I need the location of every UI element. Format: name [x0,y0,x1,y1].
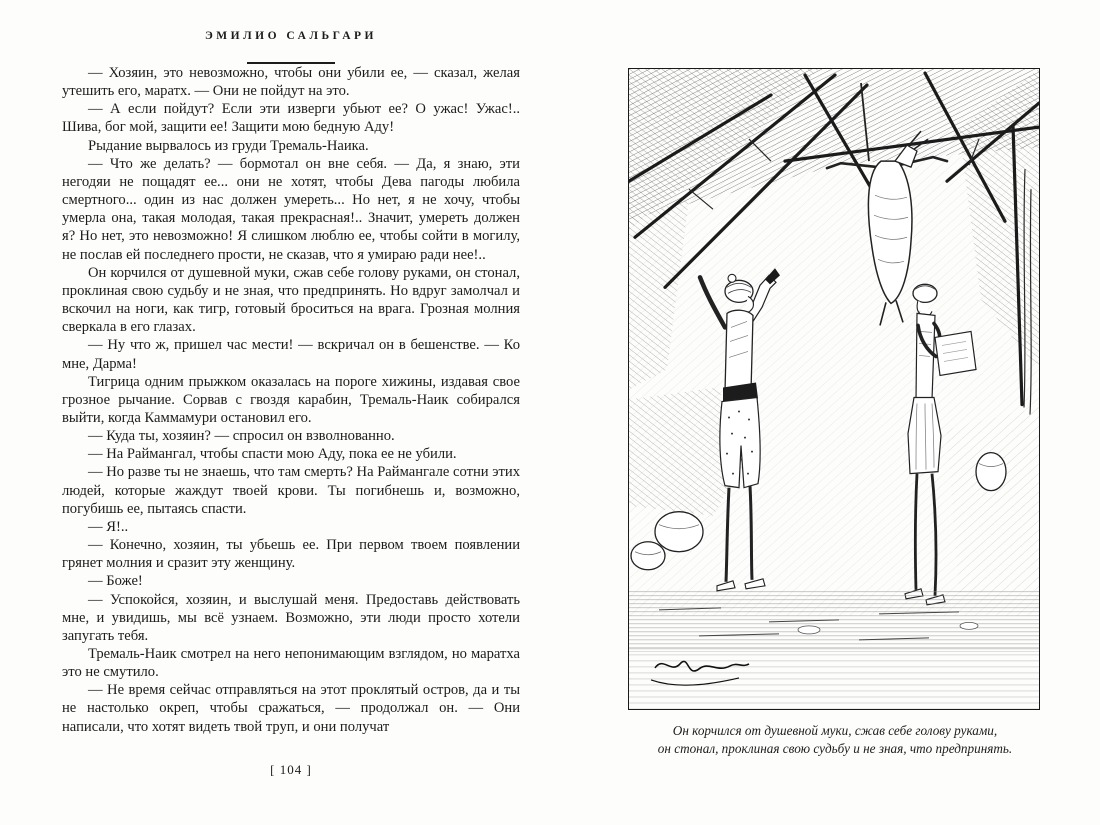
paragraph: — Не время сейчас отправляться на этот проклятый остров, да и ты не настолько окреп, чтобы сражаться, — продолжал он. — Они написали, что хотят видеть твой труп, и они получат [62,682,520,735]
running-head: ЭМИЛИО САЛЬГАРИ [205,30,377,42]
right-page [550,0,1100,825]
caption-line: он стонал, проклиная свою судьбу и не зная, что предпринять. [657,740,1013,756]
paragraph: — Я!.. [88,518,129,535]
paragraph: — На Раймангал, чтобы спасти мою Аду, пока ее не убили. [88,446,457,463]
paragraph: — А если пойдут? Если эти изверги убьют ее? О ужас! Ужас!.. Шива, бог мой, защити ее! Защити мою бедную Аду! [62,101,520,136]
paragraph: Рыдание вырвалось из груди Тремаль-Наика. [88,137,369,154]
illustration-caption [585,722,1085,757]
ground [629,590,1039,709]
paragraph: Тремаль-Наик смотрел на него непонимающим взглядом, но маратха это не смутило. [62,646,520,681]
paragraph: — Ну что ж, пришел час мести! — вскричал он в бешенстве. — Ко мне, Дарма! [62,337,520,372]
paragraph: Он корчился от душевной муки, сжав себе голову руками, он стонал, проклиная свою судьбу и не зная, что предпринять. Но вдруг замолчал и вскочил на ноги, как тигр, готовый броситься на врага. Грозная молния сверкала в его глазах. [62,264,520,336]
paragraph: — Успокойся, хозяин, и выслушай меня. Предоставь действовать мне, и увидишь, мы всё узнаем. Возможно, эти люди просто хотели запугать тебя. [62,591,520,644]
paragraph: Тигрица одним прыжком оказалась на пороге хижины, издавая свое грозное рычание. Сорвав с гвоздя карабин, Тремаль-Наик собирался выйти, когда Каммамури остановил его. [62,373,520,426]
paragraph: — Что же делать? — бормотал он вне себя. — Да, я знаю, эти негодяи не пощадят ее... они не хотят, чтобы Дева пагоды любила смертного... один из нас должен умереть... Но нет, я не хочу, чтобы умерла она, такая молодая, такая прекрасная!.. Значит, умереть должен я? Но нет, это невозможно! Я слишком люблю ее, чтобы сойти в могилу, не послав ей последнего прости, не сказав, что я умираю ради нее!.. [62,155,520,263]
paragraph: — Куда ты, хозяин? — спросил он взволнованно. [88,428,395,445]
caption-line: Он корчился от душевной муки, сжав себе голову руками, [672,723,998,738]
paragraph: — Хозяин, это невозможно, чтобы они убили ее, — сказал, желая утешить его, маратх. — Они не пойдут на это. [62,65,520,100]
body-text [62,64,520,736]
paragraph: — Конечно, хозяин, ты убьешь ее. При первом твоем появлении грянет молния и сразит эту женщину. [62,537,520,572]
paragraph: — Боже! [88,573,143,590]
illustration-frame [628,68,1040,710]
page-number: [ 104 ] [270,762,312,777]
paragraph: — Но разве ты не знаешь, что там смерть? На Раймангале сотни этих людей, которые жаждут твоей крови. Ты погибнешь и, возможно, погубишь ее, пытаясь спасти. [62,464,520,517]
shaded-area-right [947,408,1039,592]
letter-paper [935,331,976,375]
engraving-illustration [629,69,1039,709]
